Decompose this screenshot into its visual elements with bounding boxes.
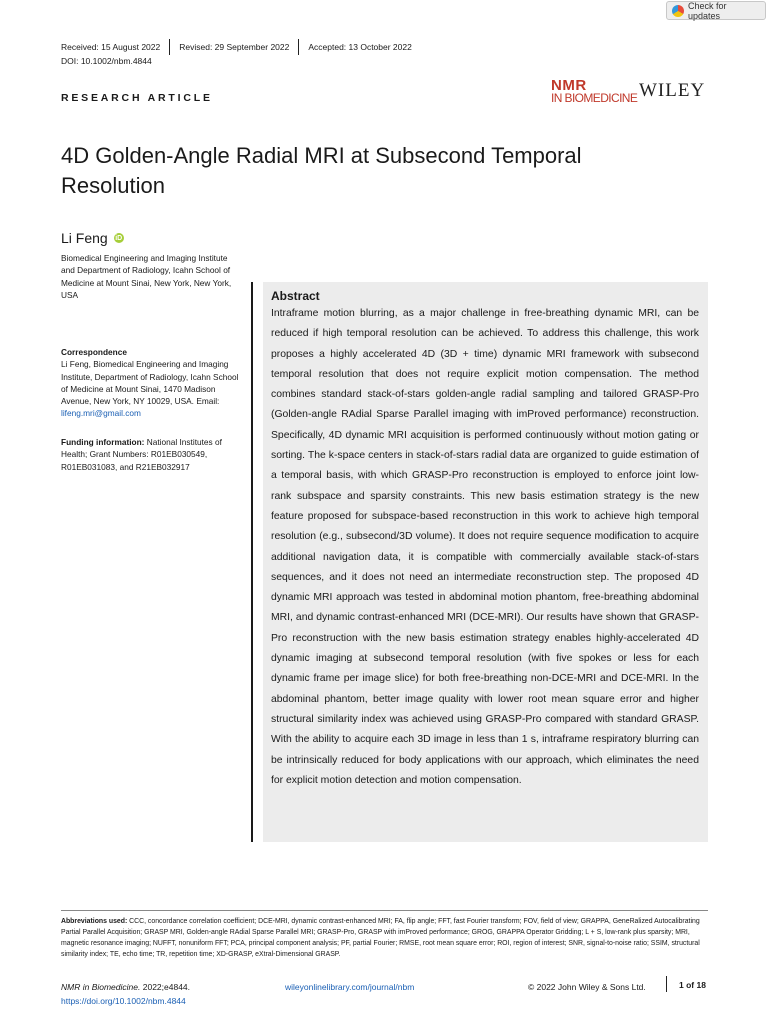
abbreviations-text: CCC, concordance correlation coefficient; DCE-MRI, dynamic contrast-enhanced MRI; FA, flip angle; FFT, fast Fourier transform; FOV, field of view; GRAPPA, GeneRalized Autocalibrating Partial Parallel Acquisition; GRASP MRI, Golden-angle RAdial Sparse Parallel MRI; GRASP-Pro, GRASP with imProved performance; GROG, GRAPPA Operator Gridding; L + S, low-rank plus sparsity; MRI, magnetic resonance imaging; NUFFT, nonuniform FFT; PCA, principal component analysis; PF, partial Fourier; RMSE, root mean square error; ROI, region of interest; SNR, signal-to-noise ratio; SSIM, structural similarity index; TE, echo time; TR, repetition time; XD-GRASP, eXtral-Dimensional GRASP. xyxy=(61,918,700,958)
section-label: RESEARCH ARTICLE xyxy=(61,92,213,104)
nmr-in-biomedicine-logo xyxy=(551,79,637,105)
footnote-rule xyxy=(61,910,708,911)
journal-name: NMR in Biomedicine. xyxy=(61,982,141,992)
crossmark-icon xyxy=(672,5,684,17)
author-line xyxy=(61,230,124,246)
article-dates xyxy=(61,39,421,55)
journal-site-link[interactable]: wileyonlinelibrary.com/journal/nbm xyxy=(285,982,415,992)
revised-date: Revised: 29 September 2022 xyxy=(179,42,290,52)
wiley-logo: WILEY xyxy=(639,80,706,101)
affiliation: Biomedical Engineering and Imaging Institute and Department of Radiology, Icahn School of Medicine at Mount Sinai, New York, New York, USA xyxy=(61,253,232,300)
check-for-updates-button[interactable] xyxy=(666,1,766,20)
funding-text: National Institutes of Health; Grant Numbers: R01EB030549, R01EB031083, and R21EB032917 xyxy=(61,437,222,472)
correspondence-text: Li Feng, Biomedical Engineering and Imaging Institute, Department of Radiology, Icahn School of Medicine at Mount Sinai, 1470 Madison Avenue, New York, NY 10029, USA. xyxy=(61,359,239,407)
check-for-updates-label: Check for updates xyxy=(688,0,727,21)
article-title: 4D Golden-Angle Radial MRI at Subsecond Temporal Resolution xyxy=(61,143,582,198)
page-number: 1 of 18 xyxy=(679,980,706,990)
footer-citation xyxy=(61,980,190,1008)
footer-site xyxy=(285,980,414,994)
orcid-icon[interactable]: iD xyxy=(115,234,123,242)
author-name[interactable]: Li Feng xyxy=(61,230,108,246)
abbreviations xyxy=(61,916,708,960)
abstract-divider xyxy=(251,282,253,842)
abbreviations-label: Abbreviations used: xyxy=(61,918,128,925)
accepted-date: Accepted: 13 October 2022 xyxy=(308,42,412,52)
correspondence-heading: Correspondence xyxy=(61,347,127,357)
copyright: © 2022 John Wiley & Sons Ltd. xyxy=(528,982,646,992)
citation: 2022;e4844. xyxy=(142,982,191,992)
nmr-logo-line1: NMR xyxy=(551,77,587,94)
email-link[interactable]: lifeng.mri@gmail.com xyxy=(61,408,141,419)
email-label: Email: xyxy=(196,396,220,407)
received-date: Received: 15 August 2022 xyxy=(61,42,161,52)
nmr-logo-line2: IN BIOMEDICINE xyxy=(551,91,638,106)
doi: DOI: 10.1002/nbm.4844 xyxy=(61,56,152,66)
abstract-body: Intraframe motion blurring, as a major challenge in free-breathing dynamic MRI, can be reduced if high temporal resolution can be achieved. To address this challenge, this work proposes a highly accelerated 4D (3D + time) dynamic MRI framework with subsecond temporal resolution that does not require explicit motion compensation. The method combines standard stack-of-stars golden-angle radial sampling and tailored GRASP-Pro (Golden-angle RAdial Sparse Parallel imaging with imProved performance) reconstruction. Specifically, 4D dynamic MRI acquisition is performed continuously without motion gating or sorting. The k-space centers in stack-of-stars radial data are organized to guide estimation of a temporal basis, with which GRASP-Pro reconstruction is employed to enforce joint low-rank subspace and sparsity constraints. This new basis estimation strategy is the new feature proposed for subspace-based reconstruction in this work to achieve high temporal resolution (e.g., subsecond/3D volume). It does not require sequence modification to acquire additional navigation data, it is compatible with commercially available stack-of-stars sequences, and it does not need an intermediate reconstruction step. The proposed 4D dynamic MRI approach was tested in abdominal motion phantom, free-breathing abdominal MRI, and dynamic contrast-enhanced MRI (DCE-MRI). Our results have shown that GRASP-Pro reconstruction with the new basis estimation strategy enables highly-accelerated 4D dynamic imaging at subsecond temporal resolution (with five spokes or less for each dynamic frame per image slice) for both free-breathing non-DCE-MRI and DCE-MRI. In the abdominal phantom, better image quality with lower root mean square error and higher structural similarity index was achieved using GRASP-Pro compared with standard GRASP. With the ability to acquire each 3D image in less than 1 s, intraframe respiratory blurring can be intrinsically reduced for body applications with our approach, which eliminates the need for explicit motion detection and motion compensation. xyxy=(271,308,699,786)
footer-separator xyxy=(666,976,667,992)
funding-heading: Funding information: xyxy=(61,437,145,447)
abstract-heading: Abstract xyxy=(271,289,320,303)
correspondence xyxy=(61,346,241,420)
funding-information xyxy=(61,436,241,473)
doi-link[interactable]: https://doi.org/10.1002/nbm.4844 xyxy=(61,996,186,1006)
